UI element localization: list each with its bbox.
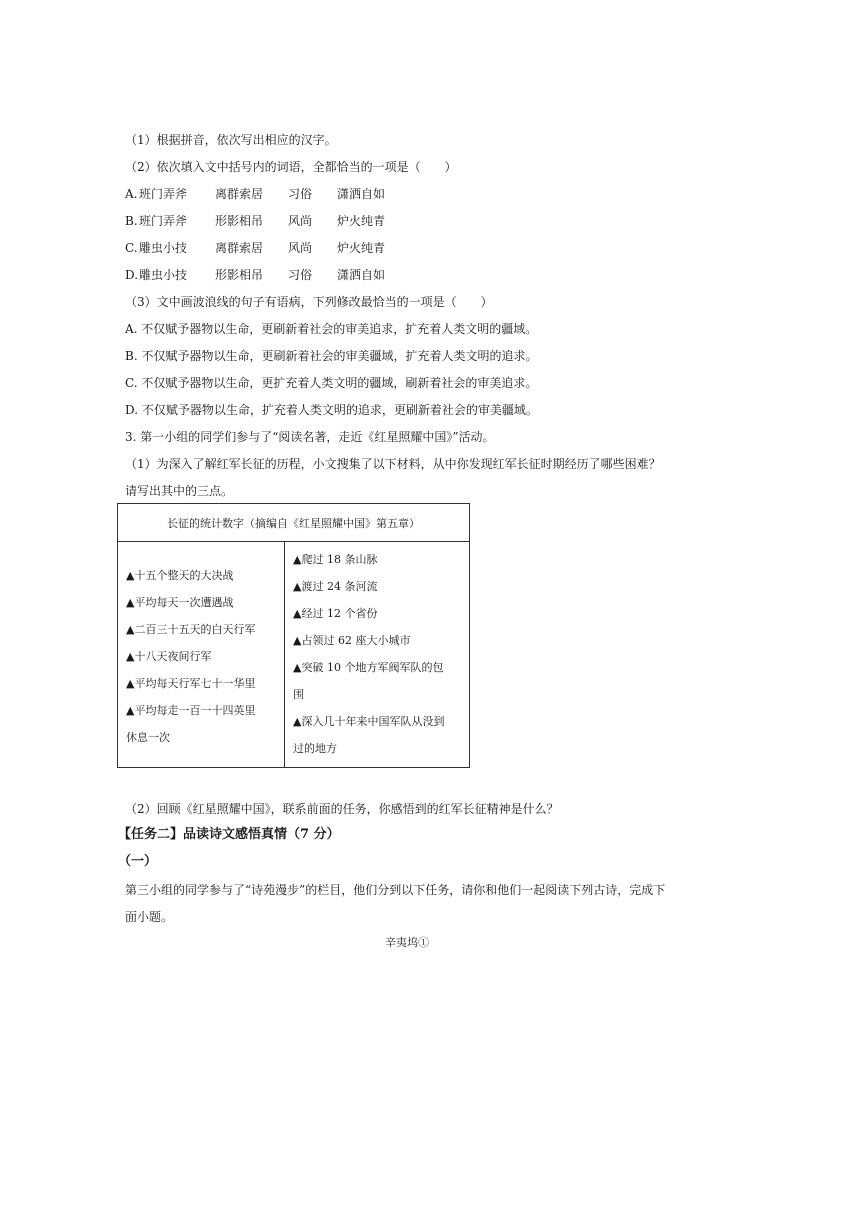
task-3-question-1: （1）为深入了解红军长征的历程，小文搜集了以下材料，从中你发现红军长征时期经历了哪些困难？ [125,457,661,471]
list-item: 过的地方 [293,742,337,755]
q3-option-c: C. 不仅赋予器物以生命，更扩充着人类文明的疆域，刷新着社会的审美追求。 [125,376,538,390]
question-3: （3）文中画波浪线的句子有语病，下列修改最恰当的一项是（ ） [125,295,493,309]
list-item: ▲平均每天一次遭遇战 [126,596,234,609]
section-2-subtitle: （一） [118,854,158,869]
list-item: ▲平均每天行军七十一华里 [126,677,256,690]
list-item: ▲爬过 18 条山脉 [293,553,378,566]
list-item: ▲深入几十年来中国军队从没到 [293,715,445,728]
table-title: 长征的统计数字（摘编自《红星照耀中国》第五章） [118,504,470,542]
list-item: ▲十五个整天的大决战 [126,569,234,582]
list-item: ▲突破 10 个地方军阀军队的包 [293,661,444,674]
question-1: （1）根据拼音，依次写出相应的汉字。 [125,133,337,147]
q3-option-b: B. 不仅赋予器物以生命，更刷新着社会的审美疆域，扩充着人类文明的追求。 [125,349,538,363]
table-right-cell [285,542,470,768]
task-3-heading: 3. 第一小组的同学们参与了“阅读名著，走近《红星照耀中国》”活动。 [125,430,495,444]
section-2-intro: 第三小组的同学参与了“诗苑漫步”的栏目，他们分到以下任务，请你和他们一起阅读下列古诗，完成下 [125,883,666,897]
task-3-question-1-cont: 请写出其中的三点。 [125,484,234,498]
poem-title: 辛夷坞① [385,936,429,949]
q3-option-d: D. 不仅赋予器物以生命，扩充着人类文明的追求，更刷新着社会的审美疆域。 [125,403,538,417]
list-item: ▲经过 12 个省份 [293,607,378,620]
list-item: ▲渡过 24 条河流 [293,580,378,593]
section-2-intro-cont: 面小题。 [125,910,174,924]
section-2-title: 【任务二】品读诗文感悟真情（7 分） [118,827,340,842]
question-2: （2）依次填入文中括号内的词语，全都恰当的一项是（ ） [125,160,457,174]
task-3-question-2: （2）回顾《红星照耀中国》，联系前面的任务，你感悟到的红军长征精神是什么？ [125,802,559,816]
list-item: ▲二百三十五天的白天行军 [126,623,256,636]
list-item: 休息一次 [126,731,170,744]
table-left-cell [118,542,285,768]
q3-option-a: A. 不仅赋予器物以生命，更刷新着社会的审美追求，扩充着人类文明的疆域。 [125,322,538,336]
list-item: ▲占领过 62 座大小城市 [293,634,411,647]
long-march-statistics-table [117,503,470,768]
list-item: ▲十八天夜间行军 [126,650,212,663]
list-item: ▲平均每走一百一十四英里 [126,704,256,717]
list-item: 围 [293,688,304,701]
